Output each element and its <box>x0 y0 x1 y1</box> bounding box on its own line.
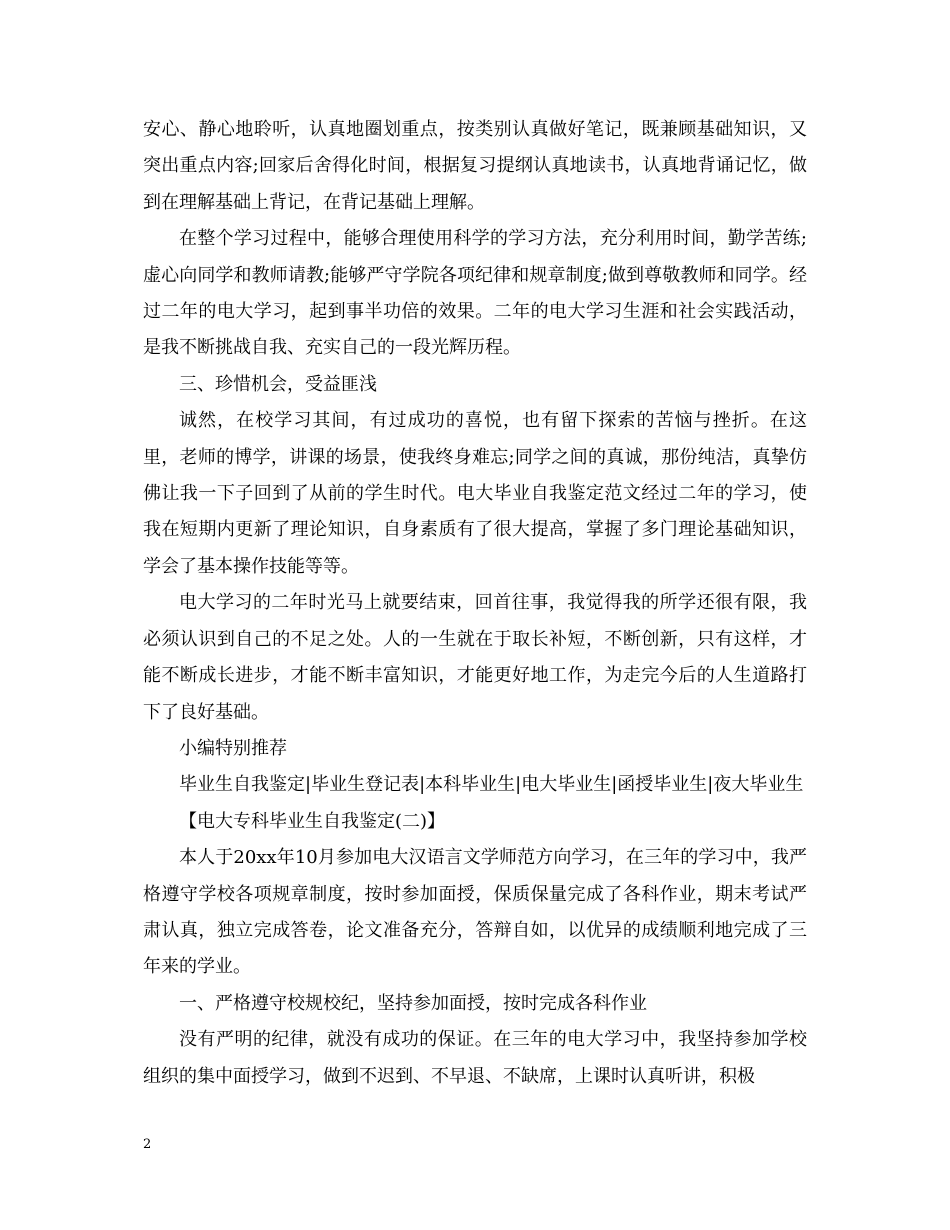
paragraph: 安心、静心地聆听，认真地圈划重点，按类别认真做好笔记，既兼顾基础知识，又突出重点内容;回家后舍得化时间，根据复习提纲认真地读书，认真地背诵记忆，做到在理解基础上背记，在背记基础上理解。 <box>143 119 807 213</box>
paragraph: 电大学习的二年时光马上就要结束，回首往事，我觉得我的所学还很有限，我必须认识到自己的不足之处。人的一生就在于取长补短，不断创新，只有这样，才能不断成长进步，才能不断丰富知识，才能更好地工作，为走完今后的人生道路打下了良好基础。 <box>143 592 807 723</box>
article-title: 【电大专科毕业生自我鉴定(二)】 <box>179 810 446 832</box>
recommendation-links: 毕业生自我鉴定|毕业生登记表|本科毕业生|电大毕业生|函授毕业生|夜大毕业生 <box>179 774 804 796</box>
paragraph: 本人于20xx年10月参加电大汉语言文学师范方向学习，在三年的学习中，我严格遵守学校各项规章制度，按时参加面授，保质保量完成了各科作业，期末考试严肃认真，独立完成答卷，论文准备充分，答辩自如，以优异的成绩顺利地完成了三年来的学业。 <box>143 847 807 978</box>
section-heading: 一、严格遵守校规校纪，坚持参加面授，按时完成各科作业 <box>179 992 647 1014</box>
section-heading: 三、珍惜机会，受益匪浅 <box>179 373 377 395</box>
document-body <box>143 112 807 1095</box>
paragraph: 诚然，在校学习其间，有过成功的喜悦，也有留下探索的苦恼与挫折。在这里，老师的博学，讲课的场景，使我终身难忘;同学之间的真诚，那份纯洁，真挚仿佛让我一下子回到了从前的学生时代。电大毕业自我鉴定范文经过二年的学习，使我在短期内更新了理论知识，自身素质有了很大提高，掌握了多门理论基础知识，学会了基本操作技能等等。 <box>143 410 807 577</box>
paragraph: 没有严明的纪律，就没有成功的保证。在三年的电大学习中，我坚持参加学校组织的集中面授学习，做到不迟到、不早退、不缺席，上课时认真听讲，积极 <box>143 1029 807 1087</box>
recommendation-heading: 小编特别推荐 <box>179 737 287 759</box>
paragraph: 在整个学习过程中，能够合理使用科学的学习方法，充分利用时间，勤学苦练;虚心向同学和教师请教;能够严守学院各项纪律和规章制度;做到尊敬教师和同学。经过二年的电大学习，起到事半功倍的效果。二年的电大学习生涯和社会实践活动，是我不断挑战自我、充实自己的一段光辉历程。 <box>143 228 807 359</box>
page-number: 2 <box>143 1137 152 1152</box>
